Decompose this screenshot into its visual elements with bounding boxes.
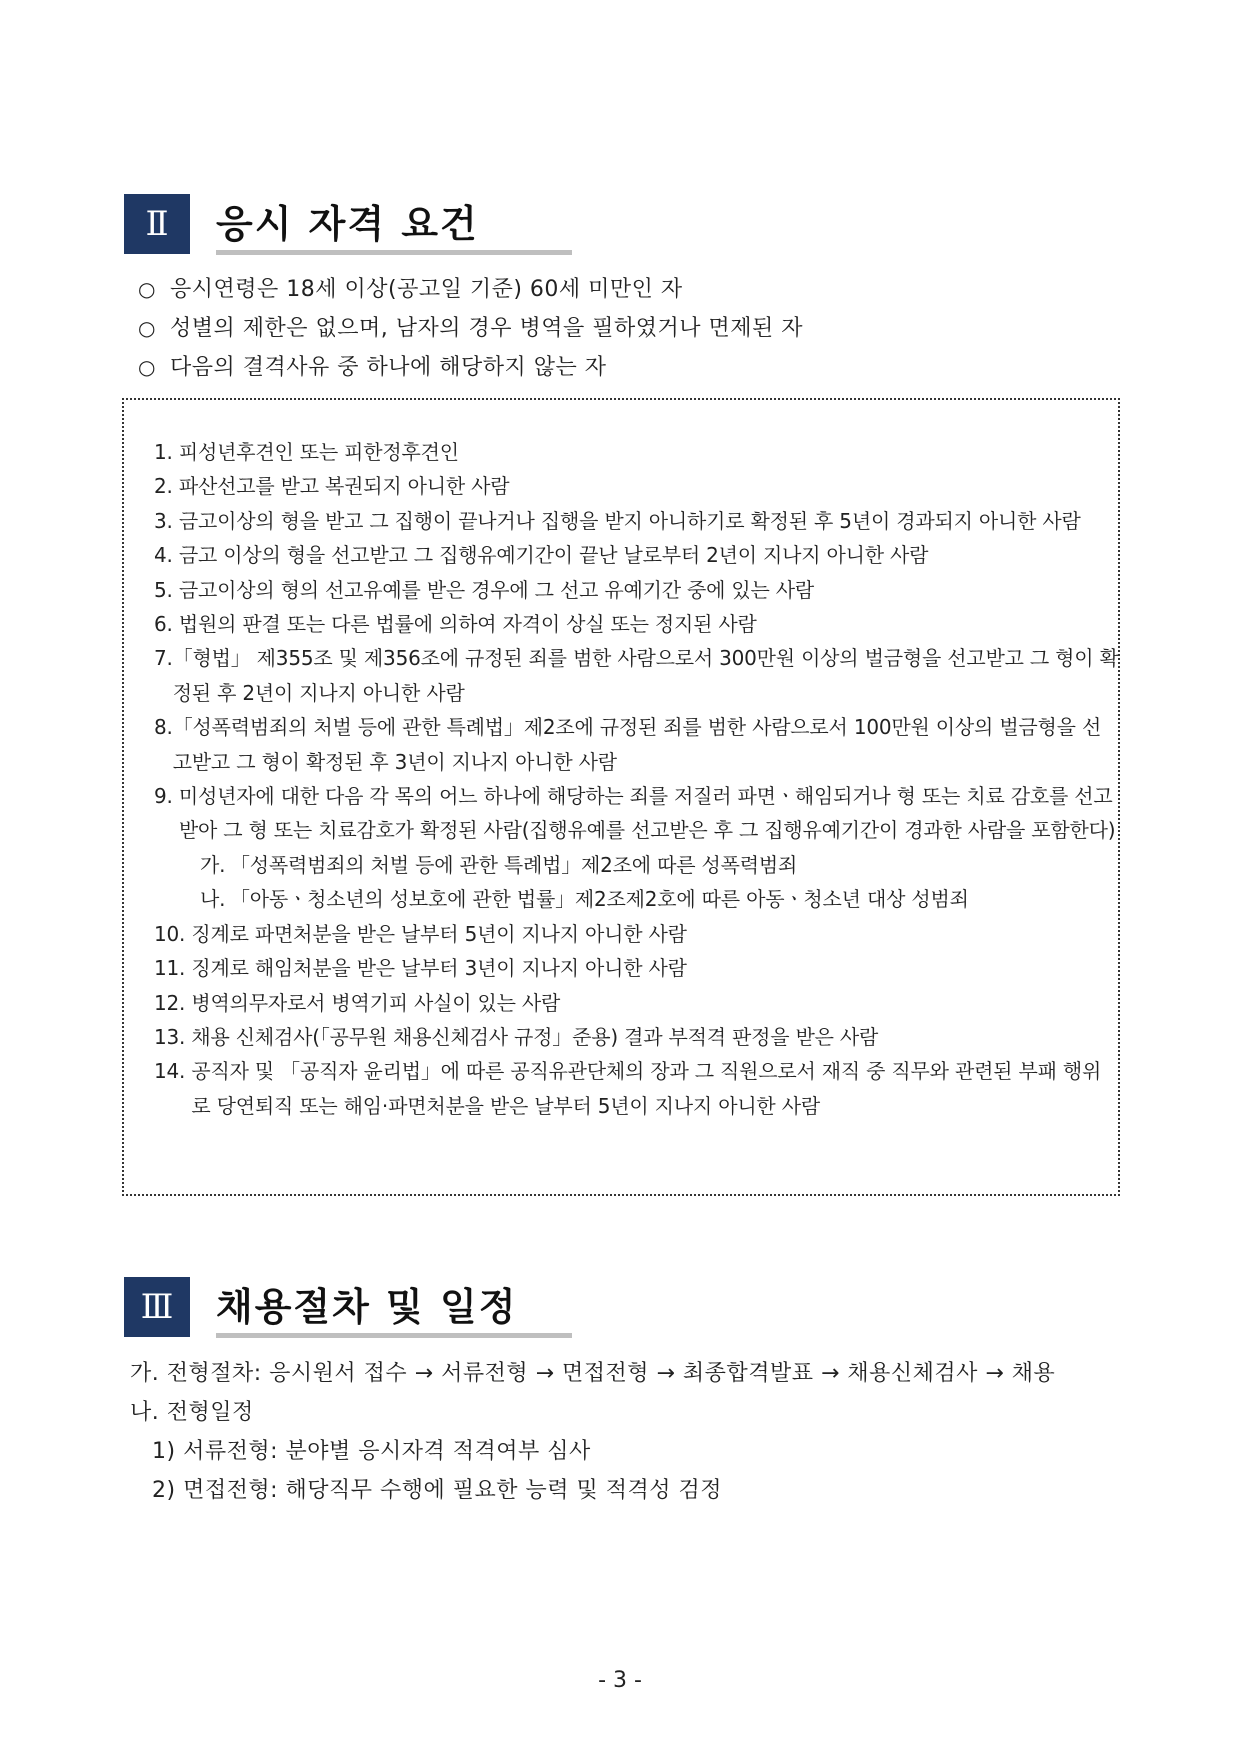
section-title: 채용절차 및 일정 <box>216 1285 518 1329</box>
circle-bullet-icon: ○ <box>138 316 156 340</box>
list-item: 10. 징계로 파면처분을 받은 날부터 5년이 지나지 아니한 사람 <box>154 921 687 946</box>
list-item: 7. 「형법」 제355조 및 제356조에 규정된 죄를 범한 사람으로서 300만원 이상의 벌금형을 선고받고 그 형이 확정된 후 2년이 지나지 아니한 사람 <box>154 646 1119 705</box>
disqualification-list <box>154 435 1120 1123</box>
list-item: 11. 징계로 해임처분을 받은 날부터 3년이 지나지 아니한 사람 <box>154 956 687 981</box>
circle-bullet-icon: ○ <box>138 355 156 379</box>
schedule-heading: 나. 전형일정 <box>130 1400 254 1425</box>
page-number: - 3 - <box>598 1668 642 1693</box>
title-underline <box>216 1333 572 1338</box>
schedule-item: 1) 서류전형: 분야별 응시자격 적격여부 심사 <box>152 1439 591 1464</box>
procedure-line: 가. 전형절차: 응시원서 접수 → 서류전형 → 면접전형 → 최종합격발표 → 채용신체검사 → 채용 <box>130 1361 1056 1386</box>
list-item: 1. 피성년후견인 또는 피한정후견인 <box>154 440 459 464</box>
bullet-item: ○ 응시연령은 18세 이상(공고일 기준) 60세 미만인 자 <box>138 270 1138 309</box>
eligibility-bullets <box>138 270 1138 387</box>
list-item: 3. 금고이상의 형을 받고 그 집행이 끝나거나 집행을 받지 아니하기로 확정된 후 5년이 경과되지 아니한 사람 <box>154 508 1081 533</box>
sub-list-item: 가. 「성폭력범죄의 처벌 등에 관한 특례법」제2조에 따른 성폭력범죄 <box>200 852 798 877</box>
section-number-box: Ⅱ <box>124 194 190 254</box>
list-item: 13. 채용 신체검사(「공무원 채용신체검사 규정」준용) 결과 부적격 판정을 받은 사람 <box>154 1024 879 1049</box>
sub-list-item: 나. 「아동ㆍ청소년의 성보호에 관한 법률」제2조제2호에 따른 아동ㆍ청소년 대상 성범죄 <box>200 887 969 912</box>
circle-bullet-icon: ○ <box>138 277 156 301</box>
section-title: 응시 자격 요건 <box>216 202 479 246</box>
list-item: 2. 파산선고를 받고 복권되지 아니한 사람 <box>154 474 510 499</box>
list-item: 14. 공직자 및 「공직자 윤리법」에 따른 공직유관단체의 장과 그 직원으로서 재직 중 직무와 관련된 부패 행위로 당연퇴직 또는 해임·파면처분을 받은 날부터 5년이 지나지 아니한 사람 <box>154 1059 1102 1118</box>
bullet-item: ○ 성별의 제한은 없으며, 남자의 경우 병역을 필하였거나 면제된 자 <box>138 309 1138 348</box>
list-item: 6. 법원의 판결 또는 다른 법률에 의하여 자격이 상실 또는 정지된 사람 <box>154 612 757 637</box>
list-item: 9. 미성년자에 대한 다음 각 목의 어느 하나에 해당하는 죄를 저질러 파면ㆍ해임되거나 형 또는 치료 감호를 선고받아 그 형 또는 치료감호가 확정된 사람(집행유예를 선고받은 후 그 집행유예기간이 경과한 사람을 포함한다) <box>154 784 1116 843</box>
bullet-item: ○ 다음의 결격사유 중 하나에 해당하지 않는 자 <box>138 348 1138 387</box>
section-number-box: Ⅲ <box>124 1277 190 1337</box>
list-item: 5. 금고이상의 형의 선고유예를 받은 경우에 그 선고 유예기간 중에 있는 사람 <box>154 577 815 602</box>
schedule-item: 2) 면접전형: 해당직무 수행에 필요한 능력 및 적격성 검정 <box>152 1478 722 1503</box>
list-item: 12. 병역의무자로서 병역기피 사실이 있는 사람 <box>154 990 561 1015</box>
list-item: 4. 금고 이상의 형을 선고받고 그 집행유예기간이 끝난 날로부터 2년이 지나지 아니한 사람 <box>154 543 929 568</box>
list-item: 8. 「성폭력범죄의 처벌 등에 관한 특례법」제2조에 규정된 죄를 범한 사람으로서 100만원 이상의 벌금형을 선고받고 그 형이 확정된 후 3년이 지나지 아니한 사람 <box>154 715 1102 774</box>
title-underline <box>216 250 572 255</box>
